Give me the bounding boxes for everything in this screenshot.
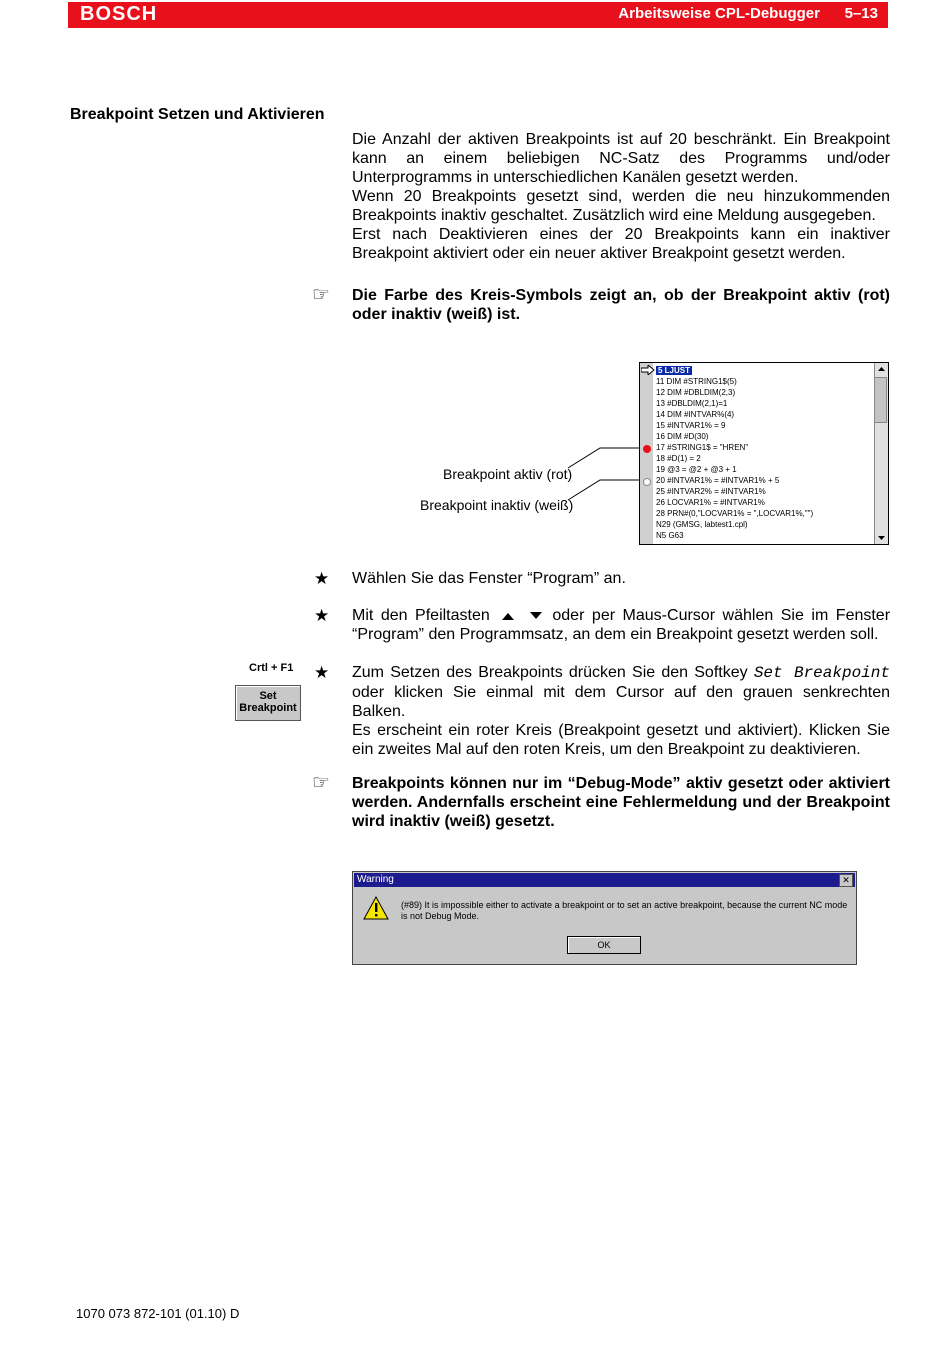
label-breakpoint-inactive: Breakpoint inaktiv (weiß) (420, 497, 574, 513)
section-title: Breakpoint Setzen und Aktivieren (70, 106, 325, 123)
program-line[interactable] (656, 508, 813, 519)
program-line-text: 19 @3 = @2 + @3 + 1 (656, 465, 737, 474)
hand-pointer-icon: ☞ (312, 284, 330, 306)
program-line-text: 25 #INTVAR2% = #INTVAR1% (656, 487, 766, 496)
softkey-name: Set Breakpoint (753, 664, 890, 682)
step-select-window: Wählen Sie das Fenster “Program” an. (352, 570, 626, 587)
warning-dialog (352, 871, 857, 965)
arrow-down-key-icon (529, 611, 543, 621)
program-line[interactable] (656, 442, 748, 453)
set-breakpoint-softkey[interactable] (235, 685, 301, 721)
step-select-line (352, 606, 890, 644)
arrow-up-key-icon (501, 611, 515, 621)
intro-paragraph-3: Erst nach Deaktivieren eines der 20 Breakpoints kann ein inaktiver Breakpoint aktiviert oder ein neuer aktiver Breakpoint gesetzt werden. (352, 226, 890, 262)
dialog-message: (#89) It is impossible either to activate a breakpoint or to set an active breakpoint, because the current NC mode is not Debug Mode. (401, 900, 848, 921)
dialog-title: Warning (357, 874, 394, 885)
program-line-text: 18 #D(1) = 2 (656, 454, 701, 463)
program-line-text: 16 DIM #D(30) (656, 432, 709, 441)
chapter-title: Arbeitsweise CPL-Debugger (618, 5, 820, 22)
bullet-star-icon: ★ (314, 569, 330, 588)
program-line-text: 5 LJUST (658, 366, 691, 375)
scroll-down-icon (875, 533, 888, 543)
scroll-thumb[interactable] (874, 377, 887, 423)
intro-paragraph-2: Wenn 20 Breakpoints gesetzt sind, werden die neu hinzukommenden Breakpoints inaktiv geschaltet. Zusätzlich wird eine Meldung ausgegeben. (352, 188, 890, 224)
program-line[interactable] (656, 519, 748, 530)
program-line-text: 17 #STRING1$ = "HREN" (656, 443, 749, 452)
hand-pointer-icon: ☞ (312, 772, 330, 794)
dialog-titlebar (354, 873, 855, 887)
program-line[interactable] (656, 409, 734, 420)
program-line-text: 15 #INTVAR1% = 9 (656, 421, 726, 430)
bullet-star-icon: ★ (314, 606, 330, 625)
scrollbar[interactable] (874, 363, 888, 544)
scroll-up-icon (875, 364, 888, 374)
page-header (68, 2, 888, 28)
bosch-logo: BOSCH (80, 3, 158, 25)
warning-icon (363, 896, 389, 920)
breakpoint-active-icon[interactable] (643, 445, 651, 453)
program-line[interactable] (656, 431, 708, 442)
program-line[interactable] (656, 497, 765, 508)
program-line[interactable] (656, 475, 779, 486)
program-line[interactable] (656, 453, 701, 464)
softkey-line-1: Set (259, 690, 277, 702)
bullet-star-icon: ★ (314, 663, 330, 682)
document-number: 1070 073 872-101 (01.10) D (76, 1306, 240, 1321)
program-line[interactable] (656, 387, 735, 398)
close-icon[interactable]: ✕ (839, 874, 853, 887)
breakpoint-gutter[interactable] (640, 363, 653, 544)
ok-button[interactable]: OK (567, 936, 641, 954)
program-line-text: 11 DIM #STRING1$(5) (656, 377, 737, 386)
step-2-text-b: oder per Maus-Cursor wählen Sie im Fenster “Program” den Programmsatz, an dem ein Breakpoint gesetzt werden soll. (352, 607, 891, 643)
shortcut-label: Crtl + F1 (249, 662, 294, 674)
program-line-text: 14 DIM #INTVAR%(4) (656, 410, 735, 419)
program-line[interactable] (656, 530, 684, 541)
program-line[interactable] (656, 464, 737, 475)
program-window[interactable] (639, 362, 889, 545)
program-line[interactable] (656, 398, 727, 409)
step-3-line-1: Zum Setzen des Breakpoints drücken Sie den Softkey Set Breakpoint oder klicken Sie einmal mit dem Cursor auf den grauen senkrechten Balken. (352, 664, 890, 720)
program-line-text: 28 PRN#(0,"LOCVAR1% = ",LOCVAR1%,"") (656, 509, 814, 518)
step-3-line-2: Es erscheint ein roter Kreis (Breakpoint gesetzt und aktiviert). Klicken Sie ein zweites Mal auf den roten Kreis, um den Breakpoint zu deaktivieren. (352, 722, 890, 758)
softkey-line-2: Breakpoint (239, 702, 297, 714)
breakpoint-inactive-icon[interactable] (643, 478, 651, 486)
intro-paragraph-1: Die Anzahl der aktiven Breakpoints ist auf 20 beschränkt. Ein Breakpoint kann an einem beliebigen NC-Satz des Programms und/oder Unterprogramms in unterschiedlichen Kanälen gesetzt werden. (352, 131, 890, 186)
intro-text (352, 130, 890, 263)
program-line[interactable] (656, 365, 692, 376)
program-line[interactable] (656, 376, 737, 387)
label-breakpoint-active: Breakpoint aktiv (rot) (443, 466, 573, 482)
program-line[interactable] (656, 486, 766, 497)
program-line-text: 12 DIM #DBLDIM(2,3) (656, 388, 736, 397)
note-circle-color: Die Farbe des Kreis-Symbols zeigt an, ob der Breakpoint aktiv (rot) oder inaktiv (weiß) ist. (352, 287, 890, 323)
program-line-text: N5 G63 (656, 531, 684, 540)
step-set-breakpoint (352, 663, 890, 759)
program-line-text: 20 #INTVAR1% = #INTVAR1% + 5 (656, 476, 780, 485)
program-line[interactable] (656, 420, 725, 431)
current-line-arrow-icon (641, 365, 655, 375)
step-2-text-a: Mit den Pfeiltasten (352, 607, 490, 624)
program-line-text: 26 LOCVAR1% = #INTVAR1% (656, 498, 765, 507)
program-line-text: 13 #DBLDIM(2,1)=1 (656, 399, 728, 408)
note-debug-mode: Breakpoints können nur im “Debug-Mode” aktiv gesetzt oder aktiviert werden. Andernfalls erscheint eine Fehlermeldung und der Breakpoint wird inaktiv (weiß) gesetzt. (352, 775, 890, 830)
program-line-text: N29 (GMSG, labtest1.cpl) (656, 520, 748, 529)
page-number: 5–13 (844, 5, 878, 22)
